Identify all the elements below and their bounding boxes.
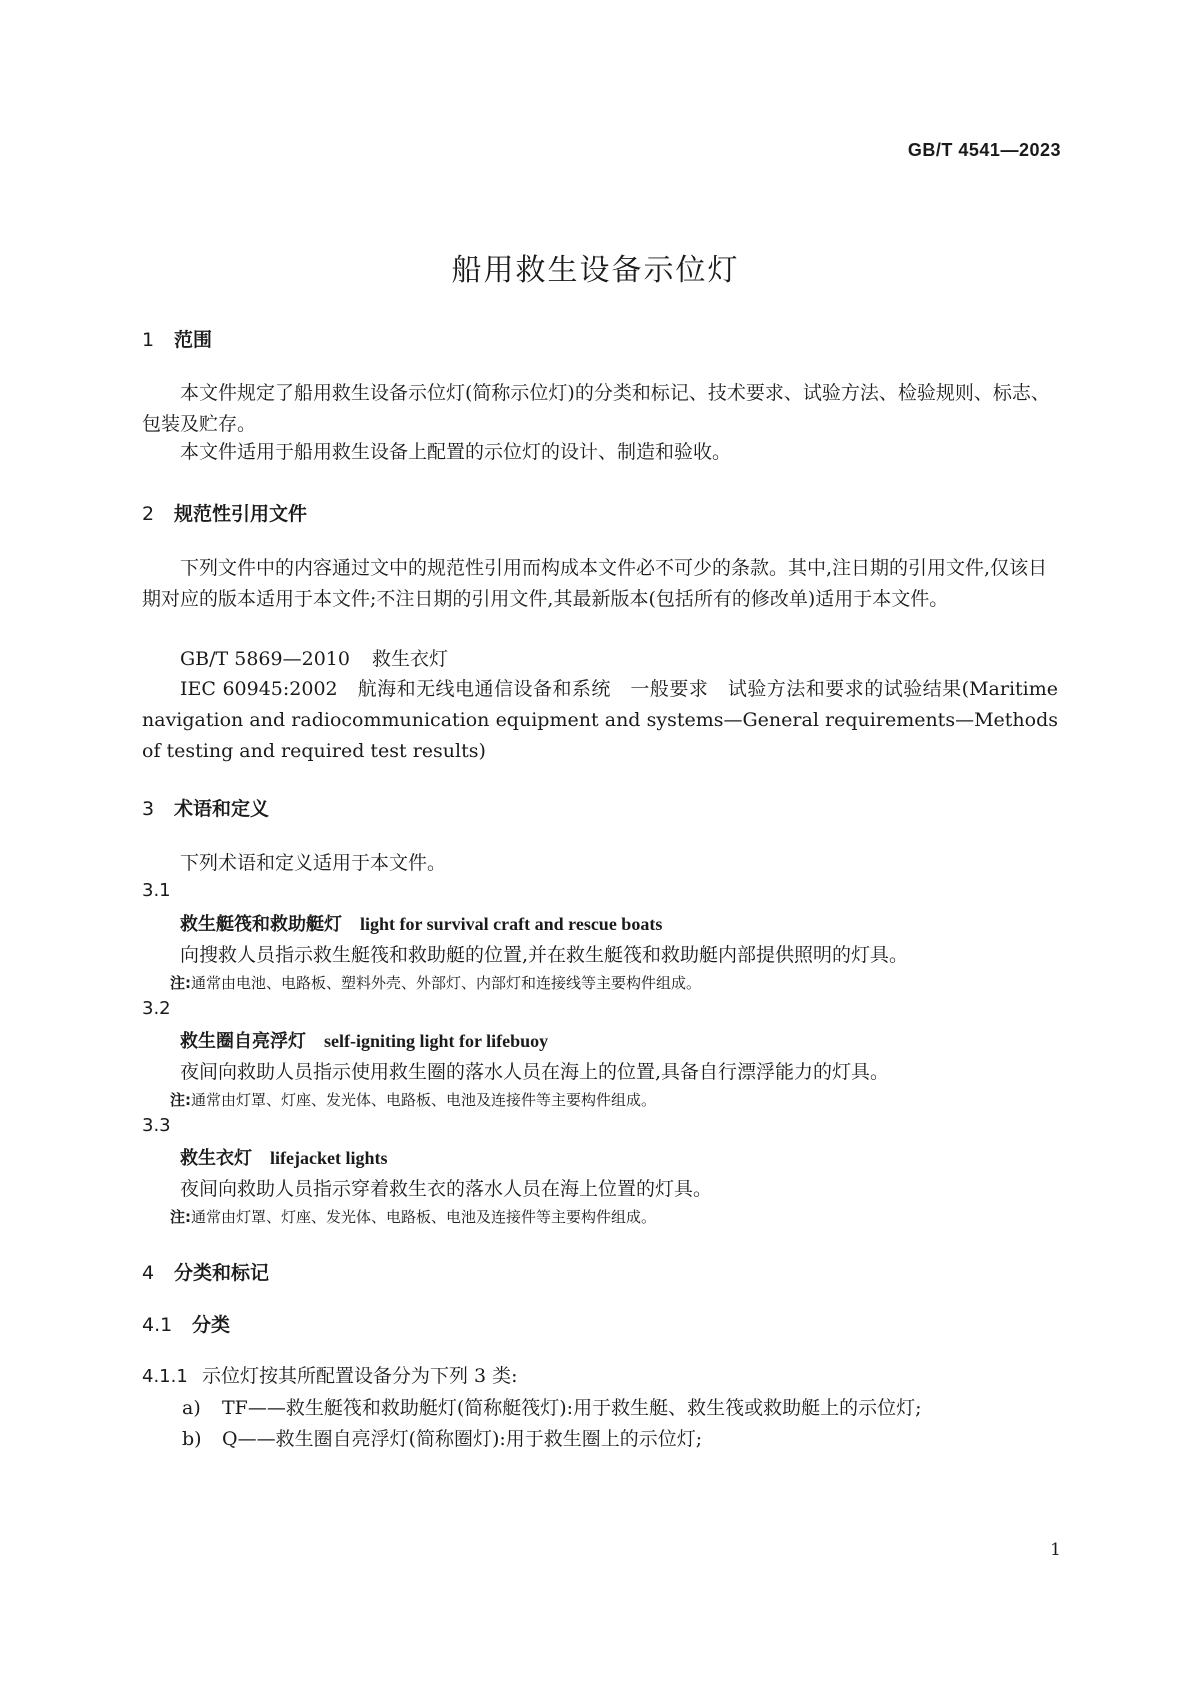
subsection-title: 分类: [192, 1314, 231, 1336]
term-number: 3.1: [142, 880, 171, 901]
term-zh: 救生衣灯: [180, 1148, 252, 1169]
section-1-heading: [142, 325, 212, 352]
section-2-heading: [142, 499, 307, 526]
standard-code: GB/T 4541—2023: [907, 140, 1061, 160]
term-note: [170, 1089, 656, 1110]
subsection-4-1-heading: [142, 1310, 230, 1337]
list-item-text: TF——救生艇筏和救助艇灯(简称艇筏灯):用于救生艇、救生筏或救助艇上的示位灯;: [222, 1397, 922, 1419]
section-title: 规范性引用文件: [174, 503, 308, 525]
term-definition: 夜间向救助人员指示使用救生圈的落水人员在海上的位置,具备自行漂浮能力的灯具。: [180, 1061, 890, 1083]
term-heading: [180, 1027, 548, 1053]
section-3-heading: [142, 794, 269, 821]
term-number: 3.2: [142, 998, 171, 1019]
term-en: self-igniting light for lifebuoy: [324, 1031, 549, 1051]
note-text: 通常由灯罩、灯座、发光体、电路板、电池及连接件等主要构件组成。: [191, 1091, 657, 1109]
note-text: 通常由灯罩、灯座、发光体、电路板、电池及连接件等主要构件组成。: [191, 1208, 657, 1226]
section-3-intro: 下列术语和定义适用于本文件。: [180, 852, 447, 874]
term-heading: [180, 1144, 387, 1170]
clause-text: 示位灯按其所配置设备分为下列 3 类:: [202, 1365, 518, 1387]
clause-4-1-1: [142, 1361, 518, 1388]
section-4-heading: [142, 1258, 269, 1285]
reference-1: [142, 644, 1058, 675]
section-number: 3: [142, 798, 155, 820]
section-number: 2: [142, 503, 155, 525]
list-item-label: a): [182, 1397, 201, 1419]
section-1-paragraph-2: 本文件适用于船用救生设备上配置的示位灯的设计、制造和验收。: [180, 441, 732, 463]
list-item-text: Q——救生圈自亮浮灯(简称圈灯):用于救生圈上的示位灯;: [222, 1428, 703, 1450]
note-label: 注:: [170, 1091, 191, 1109]
reference-title: 救生衣灯: [371, 648, 448, 670]
section-title: 术语和定义: [174, 798, 270, 820]
section-title: 范围: [174, 329, 213, 351]
list-item-label: b): [182, 1428, 202, 1450]
term-note: [170, 972, 701, 993]
term-number: 3.3: [142, 1115, 171, 1136]
term-note: [170, 1206, 656, 1227]
section-1-paragraph-1: 本文件规定了船用救生设备示位灯(简称示位灯)的分类和标记、技术要求、试验方法、检验规则、标志、包装及贮存。: [142, 382, 1050, 435]
term-definition: 夜间向救助人员指示穿着救生衣的落水人员在海上位置的灯具。: [180, 1178, 713, 1200]
term-zh: 救生圈自亮浮灯: [180, 1031, 306, 1052]
section-number: 1: [142, 329, 155, 351]
note-label: 注:: [170, 1208, 191, 1226]
list-item: [182, 1393, 922, 1420]
subsection-number: 4.1: [142, 1314, 173, 1336]
page-number: 1: [1050, 1540, 1061, 1560]
term-heading: [180, 910, 662, 936]
list-item: [182, 1424, 702, 1451]
section-number: 4: [142, 1262, 155, 1284]
reference-code: GB/T 5869—2010: [180, 648, 350, 670]
term-en: lifejacket lights: [270, 1148, 388, 1168]
page-title: 船用救生设备示位灯: [451, 253, 740, 288]
term-en: light for survival craft and rescue boats: [360, 914, 663, 934]
section-2-paragraph-1: 下列文件中的内容通过文中的规范性引用而构成本文件必不可少的条款。其中,注日期的引用文件,仅该日期对应的版本适用于本文件;不注日期的引用文件,其最新版本(包括所有的修改单)适用于本文件。: [142, 557, 1048, 610]
term-zh: 救生艇筏和救助艇灯: [180, 914, 342, 935]
term-definition: 向搜救人员指示救生艇筏和救助艇的位置,并在救生艇筏和救助艇内部提供照明的灯具。: [180, 944, 909, 966]
section-title: 分类和标记: [174, 1262, 270, 1284]
clause-number: 4.1.1: [142, 1366, 188, 1387]
note-label: 注:: [170, 974, 191, 992]
note-text: 通常由电池、电路板、塑料外壳、外部灯、内部灯和连接线等主要构件组成。: [191, 974, 702, 992]
reference-2: IEC 60945:2002 航海和无线电通信设备和系统 一般要求 试验方法和要求的试验结果(Maritime navigation and radiocommunication equipment and systems—General requirements—Methods of testing and required test results): [142, 678, 1058, 762]
